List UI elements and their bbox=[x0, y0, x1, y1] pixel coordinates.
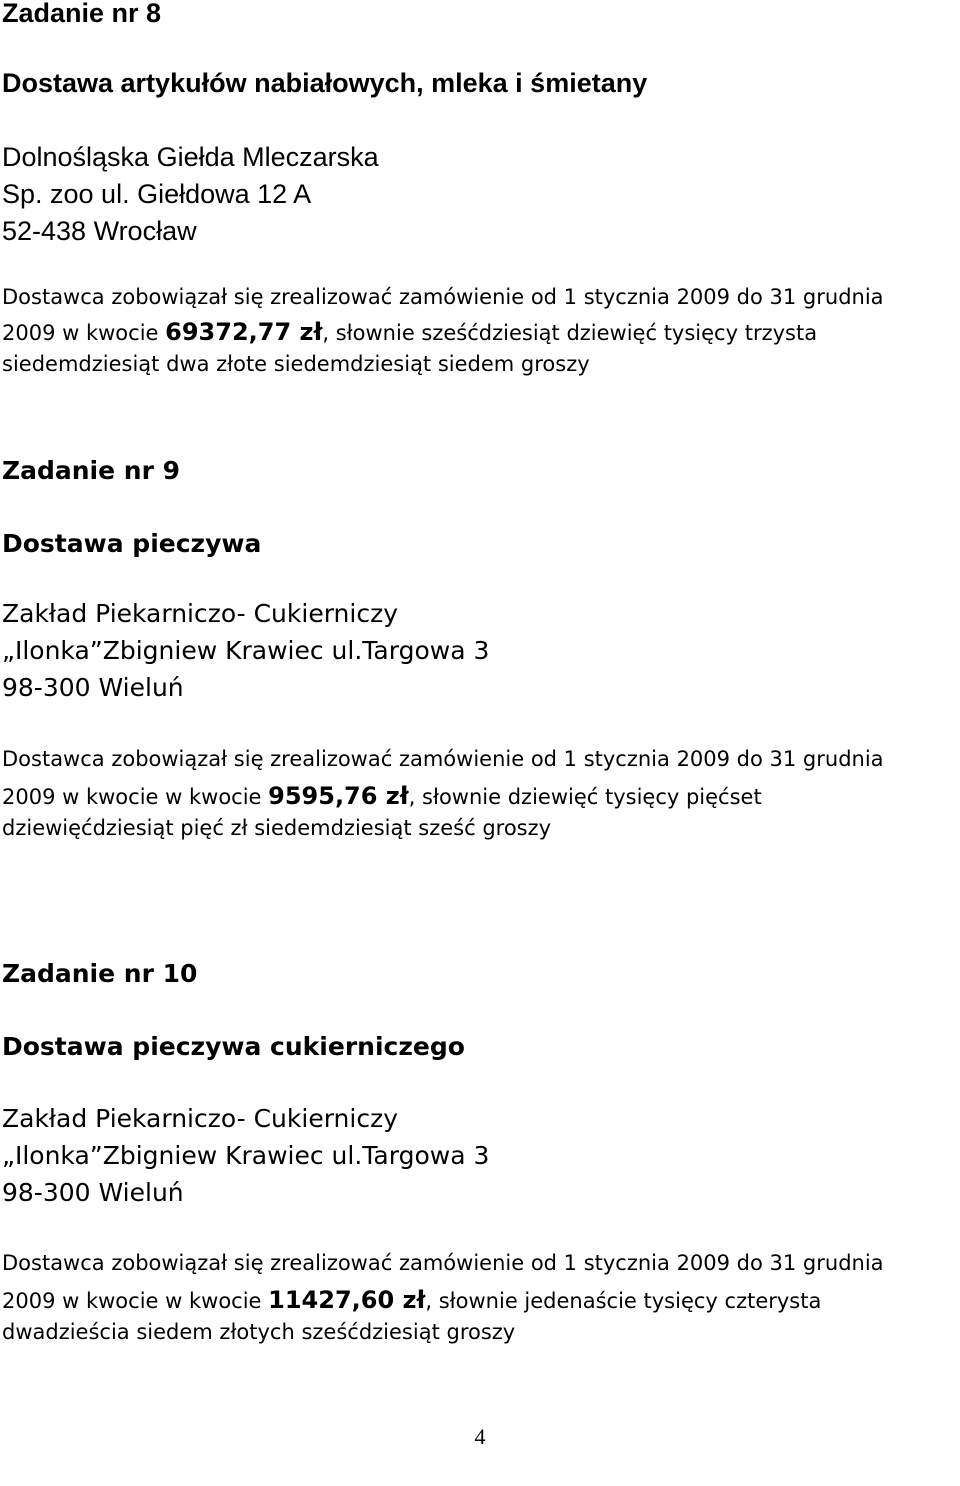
task-8-text-line-1: Dostawca zobowiązał się zrealizować zamówienie od 1 stycznia 2009 do 31 grudnia bbox=[2, 285, 884, 309]
task-9-text-pre-amount: 2009 w kwocie w kwocie bbox=[2, 785, 269, 809]
task-8-text-post-amount: , słownie sześćdziesiąt dziewięć tysięcy trzysta bbox=[322, 321, 818, 345]
task-10-text-post-amount: , słownie jedenaście tysięcy czterysta bbox=[425, 1289, 822, 1313]
task-8-address-line-1: Dolnośląska Giełda Mleczarska bbox=[2, 142, 379, 172]
task-10-address-line-3: 98-300 Wieluń bbox=[2, 1178, 184, 1207]
task-9-address-line-2: „Ilonka”Zbigniew Krawiec ul.Targowa 3 bbox=[2, 636, 490, 665]
task-10-text-line-1: Dostawca zobowiązał się zrealizować zamówienie od 1 stycznia 2009 do 31 grudnia bbox=[2, 1251, 884, 1275]
task-10-text-pre-amount: 2009 w kwocie w kwocie bbox=[2, 1289, 269, 1313]
task-10-address-line-1: Zakład Piekarniczo- Cukierniczy bbox=[2, 1104, 398, 1133]
task-8-text-line-2 bbox=[2, 318, 817, 346]
task-9-address-line-3: 98-300 Wieluń bbox=[2, 673, 184, 702]
task-9-address-line-1: Zakład Piekarniczo- Cukierniczy bbox=[2, 599, 398, 628]
task-9-heading: Zadanie nr 9 bbox=[2, 456, 181, 485]
task-9-text-line-1: Dostawca zobowiązał się zrealizować zamówienie od 1 stycznia 2009 do 31 grudnia bbox=[2, 747, 884, 771]
task-8-title: Dostawa artykułów nabiałowych, mleka i śmietany bbox=[2, 68, 648, 98]
task-10-address-line-2: „Ilonka”Zbigniew Krawiec ul.Targowa 3 bbox=[2, 1141, 490, 1170]
task-10-heading: Zadanie nr 10 bbox=[2, 959, 198, 988]
task-9-title: Dostawa pieczywa bbox=[2, 529, 262, 558]
task-10-amount: 11427,60 zł bbox=[268, 1286, 426, 1314]
task-8-address-line-3: 52-438 Wrocław bbox=[2, 216, 197, 246]
task-8-heading: Zadanie nr 8 bbox=[2, 0, 162, 28]
page-number: 4 bbox=[474, 1424, 486, 1449]
task-10-title: Dostawa pieczywa cukierniczego bbox=[2, 1032, 465, 1061]
task-9-text-post-amount: , słownie dziewięć tysięcy pięćset bbox=[408, 785, 762, 809]
task-10-text-line-2 bbox=[2, 1286, 821, 1314]
task-9-text-line-3: dziewięćdziesiąt pięć zł siedemdziesiąt sześć groszy bbox=[2, 816, 552, 840]
task-8-amount: 69372,77 zł bbox=[165, 318, 323, 346]
task-8-text-pre-amount: 2009 w kwocie bbox=[2, 321, 166, 345]
task-10-text-line-3: dwadzieścia siedem złotych sześćdziesiąt groszy bbox=[2, 1320, 516, 1344]
task-9-text-line-2 bbox=[2, 782, 762, 810]
task-9-amount: 9595,76 zł bbox=[268, 782, 409, 810]
task-8-address-line-2: Sp. zoo ul. Giełdowa 12 A bbox=[2, 179, 312, 209]
task-8-text-line-3: siedemdziesiąt dwa złote siedemdziesiąt siedem groszy bbox=[2, 352, 590, 376]
